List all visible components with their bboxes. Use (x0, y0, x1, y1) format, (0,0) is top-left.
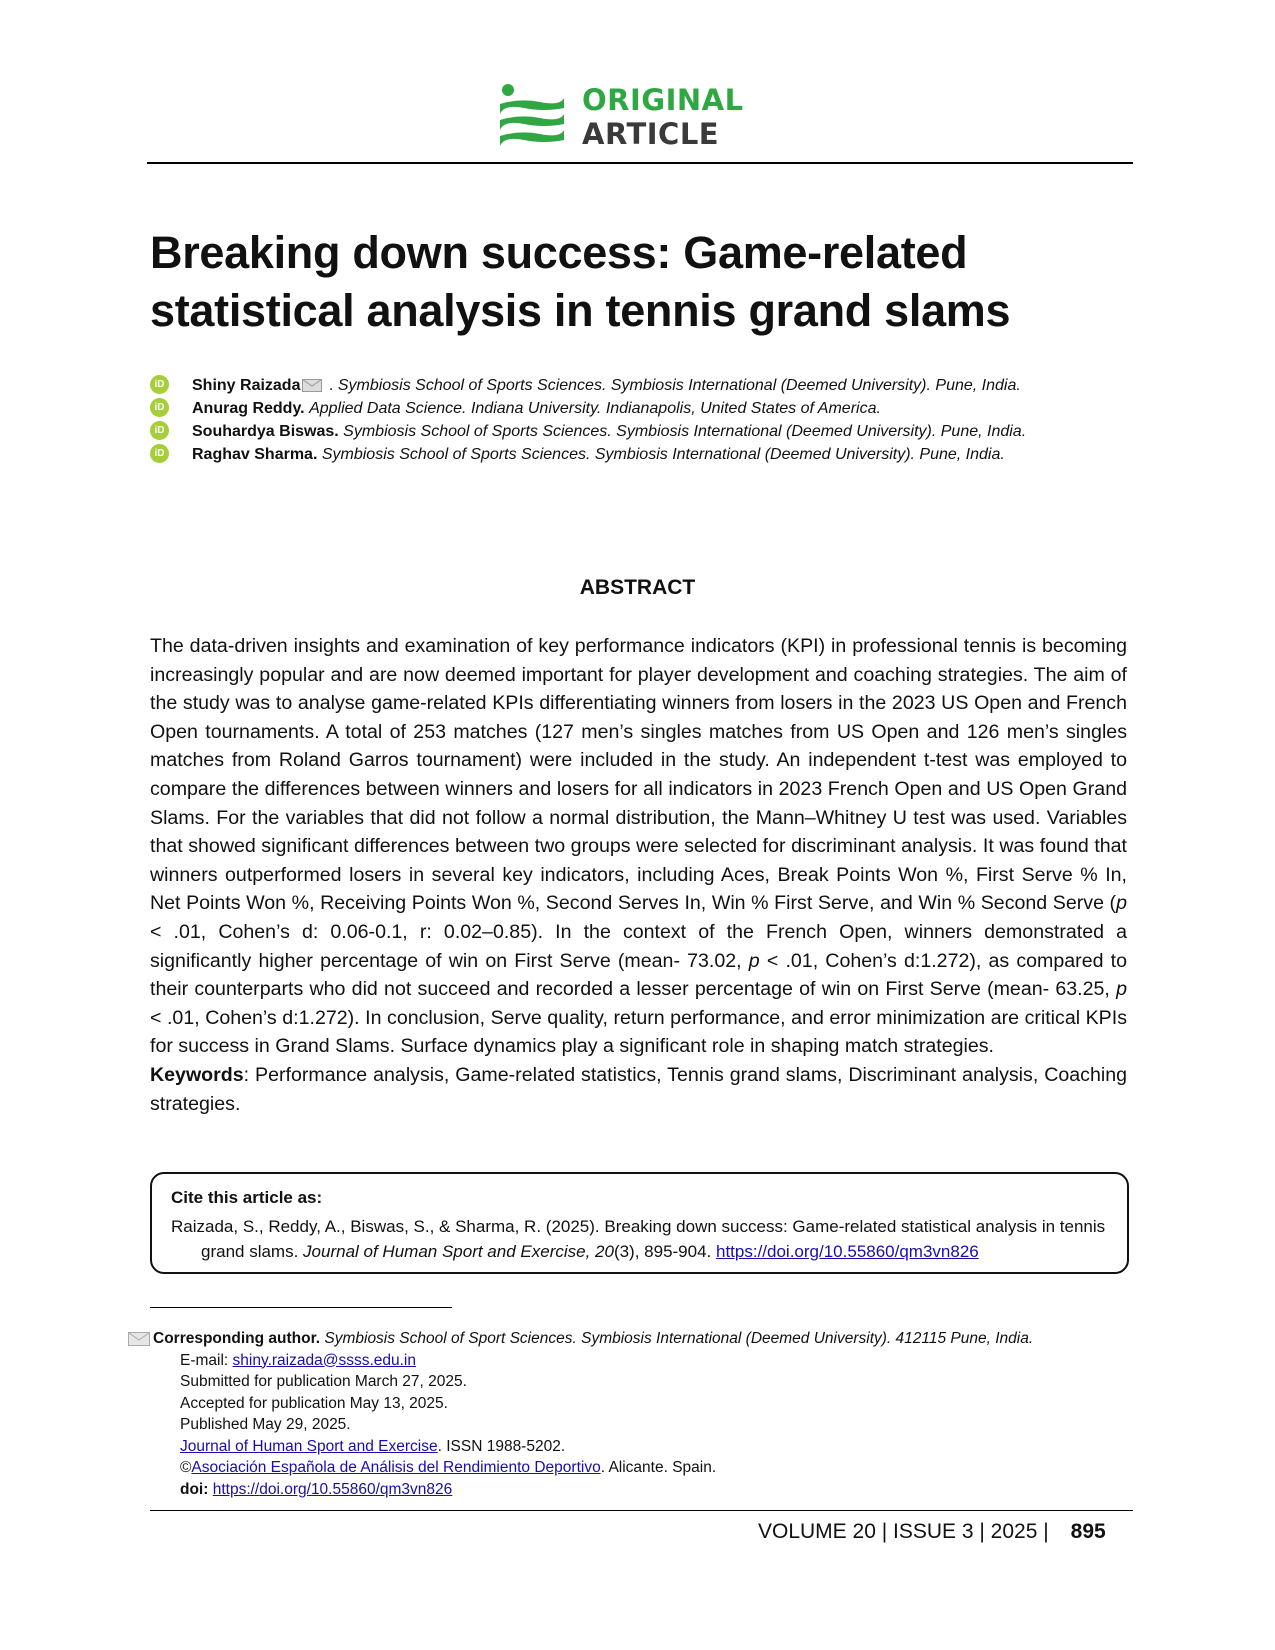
logo-line-original: ORIGINAL (582, 83, 744, 117)
author-row (150, 420, 1150, 444)
citation-journal: Journal of Human Sport and Exercise, 20 (303, 1242, 614, 1261)
corresponding-affiliation: Symbiosis School of Sport Sciences. Symbiosis International (Deemed University). 412115 Pune, India. (324, 1330, 1034, 1347)
journal-link[interactable]: Journal of Human Sport and Exercise (180, 1437, 438, 1455)
submitted-date: Submitted for publication March 27, 2025. (180, 1373, 467, 1390)
doi-line (128, 1479, 1128, 1501)
copyright-line (128, 1457, 1128, 1479)
author-name: Raghav Sharma. (192, 446, 318, 463)
header-divider (147, 162, 1133, 164)
author-separator: . (324, 377, 338, 394)
doi-link[interactable]: https://doi.org/10.55860/qm3vn826 (212, 1480, 453, 1498)
orcid-icon[interactable]: iD (150, 444, 169, 463)
citation-doi-link[interactable]: https://doi.org/10.55860/qm3vn826 (716, 1242, 979, 1261)
page-footer (758, 1520, 1106, 1544)
author-name: Anurag Reddy. (192, 400, 305, 417)
email-label: E-mail: (180, 1351, 233, 1369)
p-value-symbol: p (1116, 892, 1127, 915)
society-link[interactable]: Asociación Española de Análisis del Rendimiento Deportivo (191, 1459, 601, 1476)
keywords-label: Keywords (150, 1063, 244, 1086)
email-line (128, 1350, 1128, 1372)
doi-label: doi: (180, 1480, 209, 1498)
journal-line (128, 1436, 1128, 1458)
orcid-icon[interactable]: iD (150, 421, 169, 440)
abstract-text: < .01, Cohen’s d:1.272), as compared to their counterparts who did not succeed and recorded a lesser percentage of win on First Serve (mean- 63.25, (150, 949, 1127, 1001)
stripes-logo-icon (500, 84, 564, 146)
citation-reference: Raizada, S., Reddy, A., Biswas, S., & Sharma, R. (2025). Breaking down success: Game-related statistical analysis in tennis grand slams. (171, 1217, 1106, 1261)
p-value-symbol: p (748, 949, 760, 972)
society-location: . Alicante. Spain. (600, 1459, 717, 1476)
author-affiliation: Symbiosis School of Sports Sciences. Symbiosis International (Deemed University). Pune, India. (321, 446, 1005, 463)
keywords (150, 1061, 1127, 1118)
author-row (150, 374, 1150, 398)
citation-issue-pages: (3), 895-904. (613, 1242, 716, 1261)
abstract-paragraph (150, 632, 1127, 1061)
p-value-symbol: p (1116, 978, 1127, 1001)
corresponding-author-line (128, 1328, 1128, 1350)
issn: . ISSN 1988-5202. (437, 1437, 566, 1455)
volume-info: VOLUME 20 | ISSUE 3 | 2025 | (758, 1520, 1049, 1543)
logo-line-article: ARTICLE (582, 117, 720, 151)
author-affiliation: Symbiosis School of Sports Sciences. Symbiosis International (Deemed University). Pune, India. (343, 423, 1027, 440)
footer-divider (150, 1510, 1133, 1511)
keywords-list: : Performance analysis, Game-related statistics, Tennis grand slams, Discriminant analysis, Coaching strategies. (150, 1063, 1127, 1115)
orcid-icon[interactable]: iD (150, 375, 169, 394)
envelope-icon[interactable] (302, 379, 322, 392)
footnote-divider (150, 1307, 452, 1308)
copyright-symbol: © (180, 1459, 192, 1476)
author-name: Shiny Raizada (192, 377, 301, 394)
published-date: Published May 29, 2025. (180, 1416, 351, 1433)
abstract-text: < .01, Cohen’s d:1.272). In conclusion, Serve quality, return performance, and error minimization are critical KPIs for success in Grand Slams. Surface dynamics play a significant role in shaping match strategies. (150, 1006, 1127, 1058)
corresponding-author-label: Corresponding author. (153, 1330, 321, 1347)
email-link[interactable]: shiny.raizada@ssss.edu.in (232, 1351, 416, 1369)
orcid-icon[interactable]: iD (150, 398, 169, 417)
abstract-heading: ABSTRACT (579, 576, 696, 599)
author-row (150, 397, 1150, 421)
abstract-text: < .01, Cohen’s d: 0.06-0.1, r: 0.02–0.85). In the context of the French Open, winners demonstrated a significantly higher percentage of win on First Serve (mean- 73.02, (150, 920, 1127, 972)
author-name: Souhardya Biswas. (192, 423, 339, 440)
citation-text (171, 1214, 1136, 1264)
article-title: Breaking down success: Game-related statistical analysis in tennis grand slams (150, 227, 1011, 336)
page-number: 895 (1070, 1520, 1106, 1543)
envelope-icon (128, 1332, 150, 1346)
author-row (150, 443, 1150, 467)
journal-logo (500, 84, 770, 150)
citation-box (150, 1172, 1129, 1274)
abstract-text: The data-driven insights and examination of key performance indicators (KPI) in professional tennis is becoming increasingly popular and are now deemed important for player development and coaching strategies. The aim of the study was to analyse game-related KPIs differentiating winners from losers in the 2023 US Open and French Open tournaments. A total of 253 matches (127 men’s singles matches from US Open and 126 men’s singles matches from Roland Garros tournament) were included in the study. An independent t-test was employed to compare the differences between winners and losers for all indicators in 2023 French Open and US Open Grand Slams. For the variables that did not follow a normal distribution, the Mann–Whitney U test was used. Variables that showed significant differences between two groups were selected for discriminant analysis. It was found that winners outperformed losers in several key indicators, including Aces, Break Points Won %, First Serve % In, Net Points Won %, Receiving Points Won %, Second Serves In, Win % First Serve, and Win % Second Serve ( (150, 635, 1127, 915)
author-affiliation: Symbiosis School of Sports Sciences. Symbiosis International (Deemed University). Pune, India. (337, 377, 1021, 394)
abstract-body (150, 632, 1127, 1118)
correspondence-block (128, 1328, 1128, 1500)
author-affiliation: Applied Data Science. Indiana University. Indianapolis, United States of America. (309, 400, 881, 417)
accepted-date: Accepted for publication May 13, 2025. (180, 1394, 448, 1412)
citation-heading: Cite this article as: (171, 1188, 323, 1207)
